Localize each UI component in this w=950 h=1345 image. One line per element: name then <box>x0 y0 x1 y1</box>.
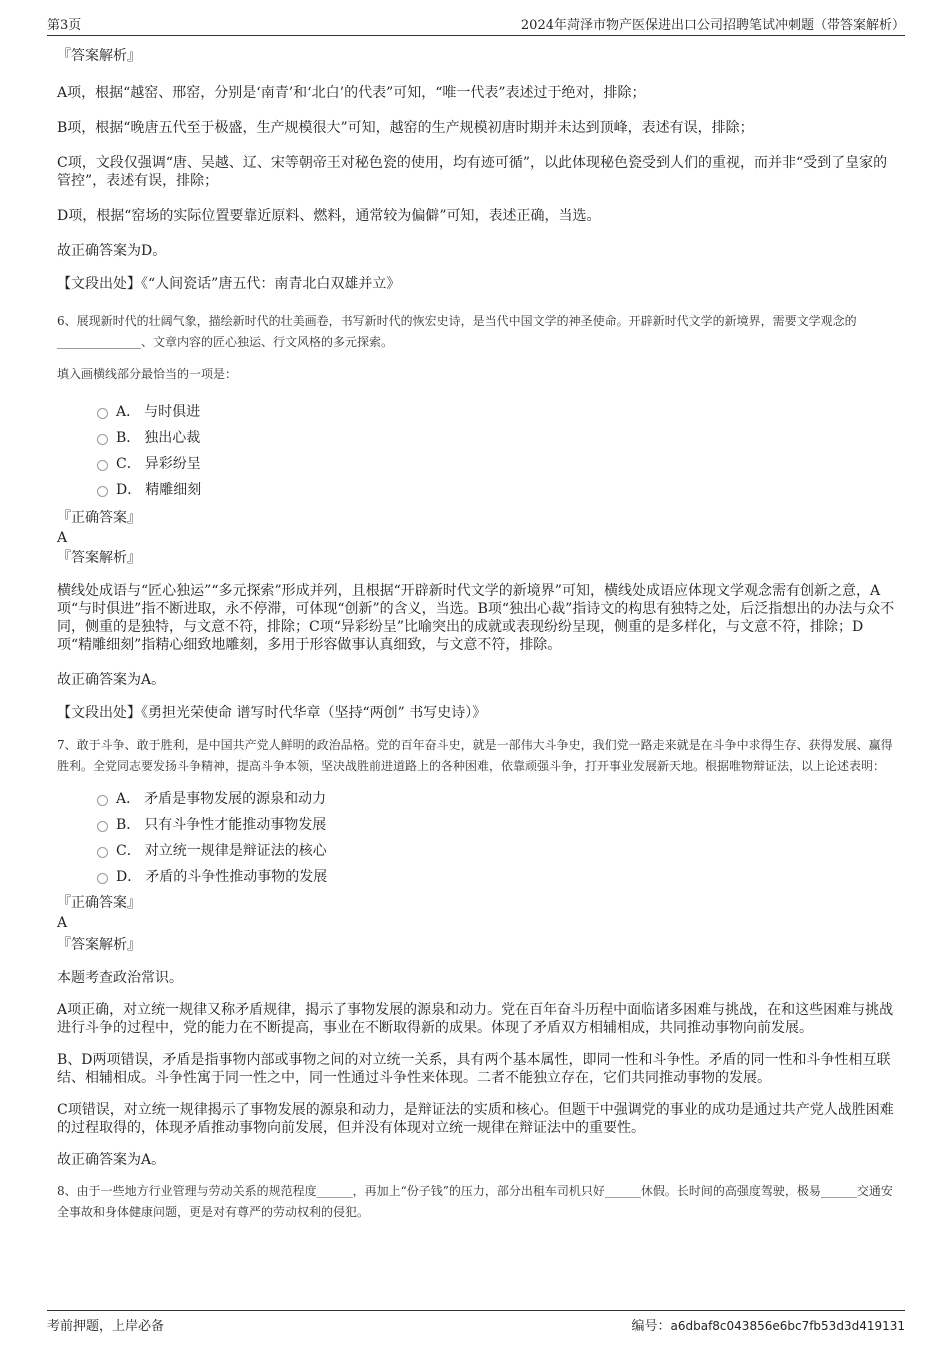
q6-source: 【文段出处】《勇担光荣使命 谱写时代华章（坚持“两创” 书写史诗）》 <box>57 705 487 721</box>
option-letter: D． <box>116 482 142 498</box>
q7-stem: 7、敢于斗争、敢于胜利，是中国共产党人鲜明的政治品格。党的百年奋斗史，就是一部伟大斗争史，我们党一路走来就是在斗争中求得生存、获得发展、赢得胜利。全党同志要发扬斗争精神，提高斗争本领，坚决战胜前进道路上的各种困难，依靠顽强斗争，打开事业发展新天地。根据唯物辩证法，以上论述表明： <box>57 738 893 773</box>
q5-analysis-c: C项，文段仅强调“唐、吴越、辽、宋等朝帝王对秘色瓷的使用，均有迹可循”，以此体现秘色瓷受到人们的重视，而并非“受到了皇家的管控”，表述有误，排除； <box>57 155 888 189</box>
q5-analysis-label: 『答案解析』 <box>57 48 141 64</box>
radio-icon[interactable] <box>97 408 108 419</box>
option-text: 矛盾的斗争性推动事物的发展 <box>145 869 328 885</box>
q6-option-c[interactable] <box>97 450 895 476</box>
radio-icon[interactable] <box>97 873 108 884</box>
q6-analysis-label: 『答案解析』 <box>57 550 141 566</box>
option-text: 独出心裁 <box>144 430 201 446</box>
q8-stem: 8、由于一些地方行业管理与劳动关系的规范程度______，再加上“份子钱”的压力，部分出租车司机只好______休假。长时间的高强度驾驶，极易______交通安全事故和身体健康问题，更是对有尊严的劳动权利的侵犯。 <box>57 1184 893 1219</box>
q5-source: 【文段出处】《“人间瓷话”唐五代：南青北白双雄并立》 <box>57 276 401 292</box>
q6-analysis: 横线处成语与“匠心独运”“多元探索”形成并列，且根据“开辟新时代文学的新境界”可知，横线处成语应体现文学观念需有创新之意，A项“与时俱进”指不断进取，永不停滞，可体现“创新”的含义，当选。B项“独出心裁”指诗文的构思有独特之处，后泛指想出的办法与众不同，侧重的是独特，与文意不符，排除；C项“异彩纷呈”比喻突出的成就或表现纷纷呈现，侧重的是多样化，与文意不符，排除；D项“精雕细刻”指精心细致地雕刻，多用于形容做事认真细致，与文意不符，排除。 <box>57 583 895 653</box>
radio-icon[interactable] <box>97 847 108 858</box>
option-letter: B． <box>116 817 141 833</box>
page-content <box>57 44 895 1223</box>
option-text: 与时俱进 <box>144 404 201 420</box>
q5-conclusion: 故正确答案为D。 <box>57 243 167 259</box>
code-label: 编号： <box>631 1319 671 1334</box>
q7-analysis-bd: B、D两项错误，矛盾是指事物内部或事物之间的对立统一关系，具有两个基本属性，即同一性和斗争性。矛盾的同一性和斗争性相互联结、相辅相成。斗争性寓于同一性之中，同一性通过斗争性来体现。二者不能独立存在，它们共同推动事物的发展。 <box>57 1052 891 1086</box>
option-text: 异彩纷呈 <box>144 456 201 472</box>
q7-answer: A <box>57 915 68 931</box>
radio-icon[interactable] <box>97 795 108 806</box>
q6-answer: A <box>57 530 68 546</box>
document-title: 2024年菏泽市物产医保进出口公司招聘笔试冲刺题（带答案解析） <box>520 18 905 33</box>
q6-option-a[interactable] <box>97 398 895 424</box>
option-letter: C． <box>116 456 141 472</box>
q7-answer-label: 『正确答案』 <box>57 895 141 911</box>
option-text: 矛盾是事物发展的源泉和动力 <box>144 791 327 807</box>
q7-option-b[interactable] <box>97 811 895 837</box>
footer-slogan: 考前押题，上岸必备 <box>47 1319 165 1334</box>
radio-icon[interactable] <box>97 486 108 497</box>
q7-options <box>57 785 895 889</box>
q7-conclusion: 故正确答案为A。 <box>57 1152 166 1168</box>
option-text: 只有斗争性才能推动事物发展 <box>144 817 327 833</box>
q7-analysis-intro: 本题考查政治常识。 <box>57 970 183 986</box>
q6-options <box>57 398 895 502</box>
q6-stem: 6、展现新时代的壮阔气象，描绘新时代的壮美画卷，书写新时代的恢宏史诗，是当代中国文学的神圣使命。开辟新时代文学的新境界，需要文学观念的 ______________、文章内容的匠心独运、行文风格的多元探索。 <box>57 314 857 349</box>
q6-option-d[interactable] <box>97 476 895 502</box>
q7-option-d[interactable] <box>97 863 895 889</box>
page-number: 第3页 <box>47 18 82 33</box>
q7-option-c[interactable] <box>97 837 895 863</box>
option-letter: A． <box>116 404 141 420</box>
radio-icon[interactable] <box>97 821 108 832</box>
q7-analysis-a: A项正确，对立统一规律又称矛盾规律，揭示了事物发展的源泉和动力。党在百年奋斗历程中面临诸多困难与挑战，在和这些困难与挑战进行斗争的过程中，党的能力在不断提高，事业在不断取得新的成果。体现了矛盾双方相辅相成，共同推动事物向前发展。 <box>57 1002 894 1036</box>
option-letter: C． <box>116 843 141 859</box>
code-value: a6dbaf8c043856e6bc7fb53d3d419131 <box>670 1319 905 1333</box>
q5-analysis-d: D项，根据“窑场的实际位置要靠近原料、燃料，通常较为偏僻”可知，表述正确，当选。 <box>57 208 601 224</box>
page-header <box>47 10 905 36</box>
option-text: 精雕细刻 <box>145 482 202 498</box>
q5-analysis-b: B项，根据“晚唐五代至于极盛，生产规模很大”可知，越窑的生产规模初唐时期并未达到顶峰，表述有误，排除； <box>57 120 754 136</box>
radio-icon[interactable] <box>97 460 108 471</box>
q7-analysis-label: 『答案解析』 <box>57 937 141 953</box>
page-footer <box>47 1310 905 1338</box>
q7-option-a[interactable] <box>97 785 895 811</box>
option-letter: A． <box>116 791 141 807</box>
option-letter: B． <box>116 430 141 446</box>
q6-conclusion: 故正确答案为A。 <box>57 672 166 688</box>
q6-option-b[interactable] <box>97 424 895 450</box>
document-code <box>631 1315 905 1334</box>
q5-analysis-a: A项，根据“越窑、邢窑，分别是‘南青’和‘北白’的代表”可知，“唯一代表”表述过于绝对，排除； <box>57 85 646 101</box>
q6-prompt: 填入画横线部分最恰当的一项是： <box>57 367 238 381</box>
option-text: 对立统一规律是辩证法的核心 <box>144 843 327 859</box>
radio-icon[interactable] <box>97 434 108 445</box>
option-letter: D． <box>116 869 142 885</box>
q6-answer-label: 『正确答案』 <box>57 510 141 526</box>
q7-analysis-c: C项错误，对立统一规律揭示了事物发展的源泉和动力，是辩证法的实质和核心。但题干中强调党的事业的成功是通过共产党人战胜困难的过程取得的，体现矛盾推动事物向前发展，但并没有体现对立统一规律在辩证法中的重要性。 <box>57 1102 894 1136</box>
